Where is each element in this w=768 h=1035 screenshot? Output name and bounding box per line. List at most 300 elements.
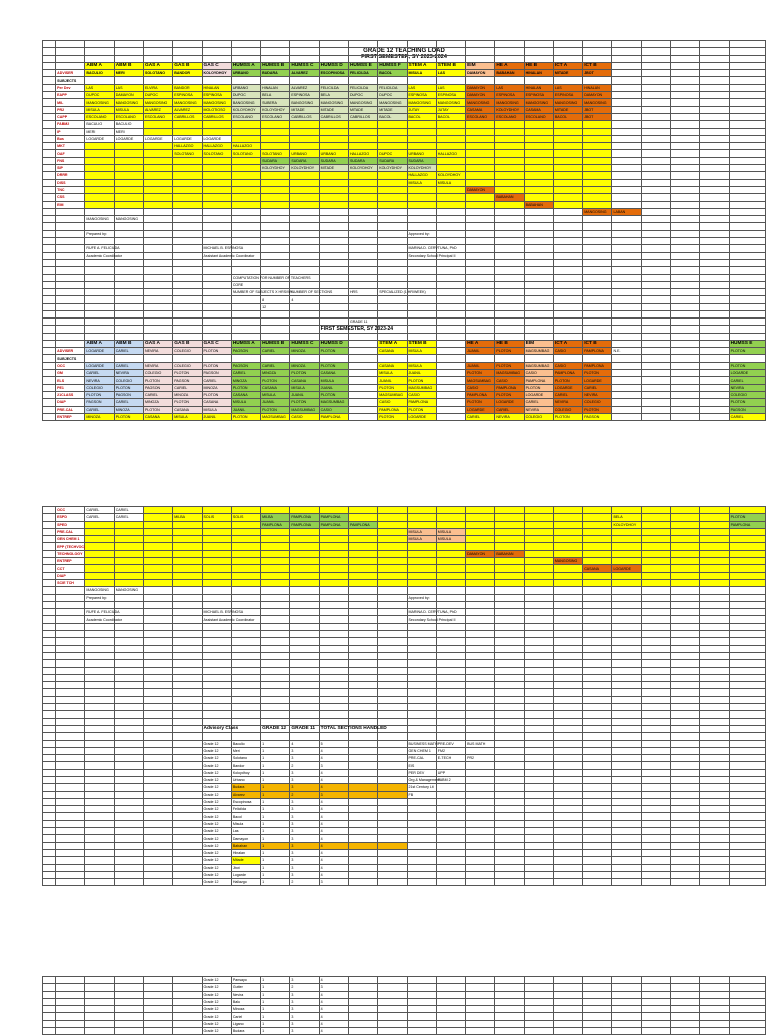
sheet-cell	[729, 216, 765, 223]
sheet-cell	[319, 711, 348, 718]
sheet-cell	[290, 208, 319, 215]
sheet-cell	[729, 84, 765, 91]
sheet-cell	[612, 623, 641, 630]
sheet-cell	[348, 216, 377, 223]
sheet-cell	[43, 857, 56, 864]
sheet-cell	[348, 201, 377, 208]
sheet-cell	[143, 674, 172, 681]
sheet-row	[43, 399, 766, 406]
sheet-cell: ESPINOSA	[436, 92, 465, 99]
sheet-cell	[641, 791, 670, 798]
sheet-cell	[641, 623, 670, 630]
sheet-cell: Las	[231, 828, 260, 835]
sheet-cell	[495, 507, 524, 514]
sheet-cell	[173, 740, 202, 747]
sheet-cell: MANGOSING	[114, 587, 143, 594]
sheet-cell	[641, 696, 670, 703]
sheet-cell	[612, 762, 641, 769]
sheet-cell	[583, 274, 612, 281]
sheet-cell	[700, 62, 729, 69]
sheet-cell	[641, 48, 670, 55]
sheet-cell	[407, 1028, 436, 1035]
sheet-cell	[729, 784, 765, 791]
sheet-cell	[114, 645, 143, 652]
sheet-cell	[700, 991, 729, 998]
sheet-cell: Budara	[231, 784, 260, 791]
sheet-cell	[231, 121, 260, 128]
sheet-cell	[43, 172, 56, 179]
sheet-cell	[231, 507, 260, 514]
sheet-cell	[348, 740, 377, 747]
sheet-cell: COLEGIO	[173, 348, 202, 355]
sheet-cell: 1	[261, 1013, 290, 1020]
sheet-cell	[466, 208, 495, 215]
sheet-cell	[143, 230, 172, 237]
sheet-cell: MAGSUMBAG	[524, 362, 553, 369]
sheet-cell	[143, 157, 172, 164]
sheet-cell	[407, 820, 436, 827]
sheet-cell	[641, 216, 670, 223]
sheet-cell: Escopinosa	[231, 798, 260, 805]
sheet-cell	[553, 245, 582, 252]
sheet-cell	[85, 711, 114, 718]
sheet-cell	[641, 62, 670, 69]
sheet-cell	[378, 208, 407, 215]
sheet-cell: Grade 12	[202, 842, 231, 849]
sheet-row	[43, 319, 766, 326]
sheet-cell: PLOTON	[729, 399, 765, 406]
sheet-cell: FABM2	[56, 121, 85, 128]
sheet-cell	[378, 984, 407, 991]
sheet-cell	[729, 77, 765, 84]
sheet-cell	[43, 106, 56, 113]
sheet-cell	[612, 296, 641, 303]
sheet-cell	[553, 725, 582, 732]
sheet-cell: CASAMA	[524, 106, 553, 113]
sheet-cell: CASAMA	[466, 106, 495, 113]
sheet-cell	[261, 652, 290, 659]
sheet-cell: Grade 12	[202, 1020, 231, 1027]
sheet-cell	[43, 326, 56, 333]
sheet-cell	[143, 747, 172, 754]
sheet-cell	[407, 660, 436, 667]
sheet-cell	[436, 128, 465, 135]
sheet-cell	[231, 601, 260, 608]
sheet-cell	[43, 623, 56, 630]
sheet-cell	[56, 842, 85, 849]
sheet-cell	[671, 857, 700, 864]
sheet-cell	[553, 543, 582, 550]
sheet-cell	[700, 348, 729, 355]
sheet-row	[43, 274, 766, 281]
sheet-cell: PLOTON	[729, 514, 765, 521]
sheet-cell	[700, 252, 729, 259]
sheet-cell	[85, 558, 114, 565]
sheet-cell: SOLOTANO	[173, 150, 202, 157]
sheet-row	[43, 391, 766, 398]
sheet-cell	[143, 798, 172, 805]
sheet-cell	[466, 616, 495, 623]
sheet-cell	[641, 355, 670, 362]
sheet-cell	[43, 362, 56, 369]
sheet-cell	[143, 55, 172, 62]
sheet-cell	[143, 252, 172, 259]
sheet-cell	[202, 216, 231, 223]
sheet-cell	[290, 216, 319, 223]
sheet-cell	[378, 631, 407, 638]
sheet-cell	[290, 48, 319, 55]
sheet-cell	[143, 638, 172, 645]
sheet-cell	[641, 333, 670, 340]
sheet-cell	[143, 689, 172, 696]
sheet-cell	[85, 194, 114, 201]
sheet-cell	[173, 835, 202, 842]
sheet-cell	[729, 252, 765, 259]
sheet-row	[43, 370, 766, 377]
sheet-cell	[641, 798, 670, 805]
sheet-cell	[407, 319, 436, 326]
sheet-cell	[524, 682, 553, 689]
sheet-cell: 1	[261, 1020, 290, 1027]
sheet-cell	[612, 631, 641, 638]
sheet-cell	[143, 550, 172, 557]
sheet-row	[43, 413, 766, 420]
sheet-cell	[583, 296, 612, 303]
sheet-cell	[378, 121, 407, 128]
sheet-cell	[202, 310, 231, 317]
sheet-row	[43, 587, 766, 594]
sheet-cell: PRE-DEV	[436, 740, 465, 747]
sheet-cell	[700, 835, 729, 842]
sheet-cell	[495, 725, 524, 732]
sheet-cell: 4	[319, 857, 348, 864]
sheet-row	[43, 820, 766, 827]
sheet-cell	[43, 718, 56, 725]
sheet-cell	[436, 828, 465, 835]
sheet-cell	[290, 259, 319, 266]
sheet-cell	[378, 977, 407, 984]
sheet-cell: Logarde	[231, 871, 260, 878]
sheet-cell: ESCOLANO	[85, 113, 114, 120]
sheet-cell	[202, 623, 231, 630]
sheet-cell	[612, 92, 641, 99]
sheet-cell	[524, 216, 553, 223]
sheet-cell	[641, 135, 670, 142]
sheet-cell: DUPOC	[143, 92, 172, 99]
sheet-cell: MISULA	[290, 384, 319, 391]
sheet-cell	[114, 674, 143, 681]
sheet-cell: Assistant Academic Coordinator	[203, 617, 255, 622]
sheet-cell	[700, 84, 729, 91]
sheet-cell	[348, 616, 377, 623]
sheet-cell: PAMPLONA	[261, 521, 290, 528]
sheet-cell	[173, 333, 202, 340]
sheet-cell: HRS	[348, 289, 377, 296]
sheet-cell: Prepared by:	[85, 594, 114, 601]
sheet-cell	[553, 631, 582, 638]
sheet-cell	[378, 871, 407, 878]
sheet-cell	[348, 645, 377, 652]
sheet-cell	[466, 711, 495, 718]
sheet-cell	[202, 55, 231, 62]
sheet-cell	[290, 41, 319, 48]
sheet-cell	[495, 601, 524, 608]
sheet-cell	[43, 842, 56, 849]
sheet-cell	[114, 186, 143, 193]
sheet-cell	[583, 594, 612, 601]
sheet-cell	[378, 849, 407, 856]
sheet-cell	[56, 791, 85, 798]
sheet-cell	[671, 274, 700, 281]
sheet-cell	[729, 667, 765, 674]
sheet-cell	[466, 355, 495, 362]
sheet-cell	[671, 150, 700, 157]
sheet-cell	[700, 259, 729, 266]
sheet-cell	[173, 828, 202, 835]
sheet-cell: 2	[290, 791, 319, 798]
sheet-cell	[378, 1006, 407, 1013]
sheet-cell	[43, 165, 56, 172]
sheet-cell	[466, 319, 495, 326]
sheet-cell	[348, 798, 377, 805]
sheet-cell	[290, 718, 319, 725]
sheet-cell	[700, 355, 729, 362]
sheet-cell	[173, 326, 202, 333]
sheet-row	[43, 507, 766, 514]
sheet-cell	[43, 835, 56, 842]
sheet-cell	[319, 223, 348, 230]
sheet-cell	[43, 806, 56, 813]
sheet-cell	[173, 41, 202, 48]
sheet-cell	[553, 319, 582, 326]
sheet-cell	[641, 762, 670, 769]
sheet-cell: MINOZA	[290, 362, 319, 369]
sheet-cell	[202, 601, 231, 608]
sheet-cell	[495, 631, 524, 638]
sheet-cell	[143, 733, 172, 740]
sheet-cell	[700, 842, 729, 849]
sheet-cell	[553, 645, 582, 652]
sheet-cell	[641, 784, 670, 791]
sheet-cell	[43, 528, 56, 535]
sheet-cell	[43, 377, 56, 384]
sheet-cell	[671, 281, 700, 288]
sheet-cell: SUDARA	[261, 157, 290, 164]
sheet-row	[43, 186, 766, 193]
sheet-cell	[290, 333, 319, 340]
sheet-cell: SUBJECTS	[56, 355, 85, 362]
sheet-cell	[319, 594, 348, 601]
sheet-cell	[700, 267, 729, 274]
sheet-cell	[641, 362, 670, 369]
sheet-cell	[671, 1028, 700, 1035]
sheet-cell	[700, 550, 729, 557]
sheet-cell: SPECIALIZED (1 HR/WEEK)	[379, 290, 426, 295]
sheet-cell	[378, 281, 407, 288]
sheet-cell: MISULA	[436, 536, 465, 543]
sheet-cell	[43, 333, 56, 340]
sheet-cell	[729, 558, 765, 565]
sheet-cell	[407, 601, 436, 608]
sheet-cell	[583, 667, 612, 674]
sheet-cell	[43, 711, 56, 718]
sheet-cell	[671, 572, 700, 579]
sheet-cell	[612, 179, 641, 186]
sheet-cell: GEN CHEM 1	[407, 747, 436, 754]
sheet-cell: COLEGIO	[729, 391, 765, 398]
sheet-cell	[173, 594, 202, 601]
sheet-cell	[612, 594, 641, 601]
sheet-cell	[407, 77, 436, 84]
sheet-cell: 1	[261, 835, 290, 842]
sheet-cell: 3	[319, 879, 348, 886]
sheet-cell	[85, 857, 114, 864]
sheet-cell: DIAP	[56, 399, 85, 406]
sheet-cell	[436, 399, 465, 406]
sheet-cell	[495, 1013, 524, 1020]
sheet-cell	[348, 674, 377, 681]
sheet-cell	[290, 179, 319, 186]
sheet-cell	[290, 609, 319, 616]
sheet-cell	[495, 252, 524, 259]
sheet-cell	[231, 326, 260, 333]
sheet-cell	[671, 48, 700, 55]
sheet-cell: HUMSS D	[319, 62, 348, 69]
sheet-row	[43, 652, 766, 659]
sheet-cell	[231, 718, 260, 725]
sheet-cell: EIM	[56, 201, 85, 208]
sheet-cell: NEVIRA	[553, 399, 582, 406]
sheet-cell	[553, 682, 582, 689]
sheet-cell: 2	[290, 762, 319, 769]
sheet-cell	[348, 820, 377, 827]
sheet-cell	[114, 998, 143, 1005]
sheet-cell	[85, 1028, 114, 1035]
sheet-cell	[378, 579, 407, 586]
sheet-cell	[612, 711, 641, 718]
sheet-cell: 3	[290, 1028, 319, 1035]
sheet-cell	[173, 319, 202, 326]
sheet-cell	[319, 543, 348, 550]
sheet-cell	[173, 274, 202, 281]
sheet-cell: PLOTON	[583, 406, 612, 413]
sheet-cell	[612, 62, 641, 69]
sheet-cell	[231, 267, 260, 274]
sheet-cell	[143, 718, 172, 725]
sheet-row	[43, 660, 766, 667]
sheet-cell	[553, 333, 582, 340]
sheet-cell	[173, 565, 202, 572]
sheet-row	[43, 528, 766, 535]
sheet-cell: PAMPLONA	[729, 521, 765, 528]
sheet-cell	[43, 572, 56, 579]
sheet-cell: FNS	[56, 157, 85, 164]
sheet-cell	[612, 755, 641, 762]
sheet-cell	[524, 77, 553, 84]
sheet-cell	[143, 784, 172, 791]
sheet-cell	[583, 579, 612, 586]
sheet-row	[43, 842, 766, 849]
sheet-cell	[641, 340, 670, 347]
sheet-cell: 4	[319, 769, 348, 776]
sheet-cell	[524, 536, 553, 543]
sheet-cell	[43, 762, 56, 769]
sheet-cell	[612, 835, 641, 842]
sheet-cell	[56, 623, 85, 630]
sheet-cell	[407, 991, 436, 998]
sheet-cell	[319, 609, 348, 616]
sheet-cell	[495, 747, 524, 754]
sheet-cell	[436, 579, 465, 586]
sheet-cell	[524, 157, 553, 164]
sheet-cell: N.E.	[612, 348, 641, 355]
sheet-cell	[729, 289, 765, 296]
sheet-cell	[378, 135, 407, 142]
sheet-cell: PAGSON	[143, 384, 172, 391]
sheet-row	[43, 216, 766, 223]
sheet-cell	[436, 238, 465, 245]
sheet-cell	[553, 536, 582, 543]
sheet-cell	[700, 652, 729, 659]
sheet-cell	[700, 587, 729, 594]
sheet-cell	[583, 507, 612, 514]
sheet-cell: 1	[261, 857, 290, 864]
sheet-cell	[612, 984, 641, 991]
sheet-cell	[143, 652, 172, 659]
sheet-cell	[348, 1020, 377, 1027]
sheet-cell: LOGARDE	[85, 362, 114, 369]
sheet-cell	[641, 682, 670, 689]
sheet-cell	[700, 977, 729, 984]
sheet-cell: NEVIRA	[729, 384, 765, 391]
sheet-cell: Bus	[56, 135, 85, 142]
sheet-cell	[114, 326, 143, 333]
sheet-cell	[495, 820, 524, 827]
sheet-cell	[641, 186, 670, 193]
sheet-cell	[202, 550, 231, 557]
sheet-cell: LAS	[436, 70, 465, 77]
sheet-cell	[641, 391, 670, 398]
sheet-cell	[524, 991, 553, 998]
sheet-cell	[43, 384, 56, 391]
sheet-cell	[495, 998, 524, 1005]
sheet-cell	[436, 1013, 465, 1020]
sheet-cell	[348, 558, 377, 565]
sheet-cell	[43, 267, 56, 274]
sheet-cell	[85, 864, 114, 871]
sheet-cell	[524, 733, 553, 740]
sheet-cell	[700, 645, 729, 652]
sheet-cell	[436, 682, 465, 689]
sheet-cell	[436, 384, 465, 391]
sheet-cell: PAGSON	[231, 362, 260, 369]
sheet-cell	[56, 594, 85, 601]
sheet-cell	[700, 326, 729, 333]
sheet-row	[43, 977, 766, 984]
sheet-cell	[641, 319, 670, 326]
sheet-cell	[553, 77, 582, 84]
sheet-cell	[114, 638, 143, 645]
sheet-cell	[348, 208, 377, 215]
sheet-cell	[56, 303, 85, 310]
sheet-cell	[466, 689, 495, 696]
sheet-cell: EIS	[407, 762, 436, 769]
sheet-cell	[231, 645, 260, 652]
sheet-cell: Jbot	[231, 864, 260, 871]
sheet-cell	[143, 835, 172, 842]
sheet-cell	[173, 798, 202, 805]
sheet-cell	[173, 572, 202, 579]
